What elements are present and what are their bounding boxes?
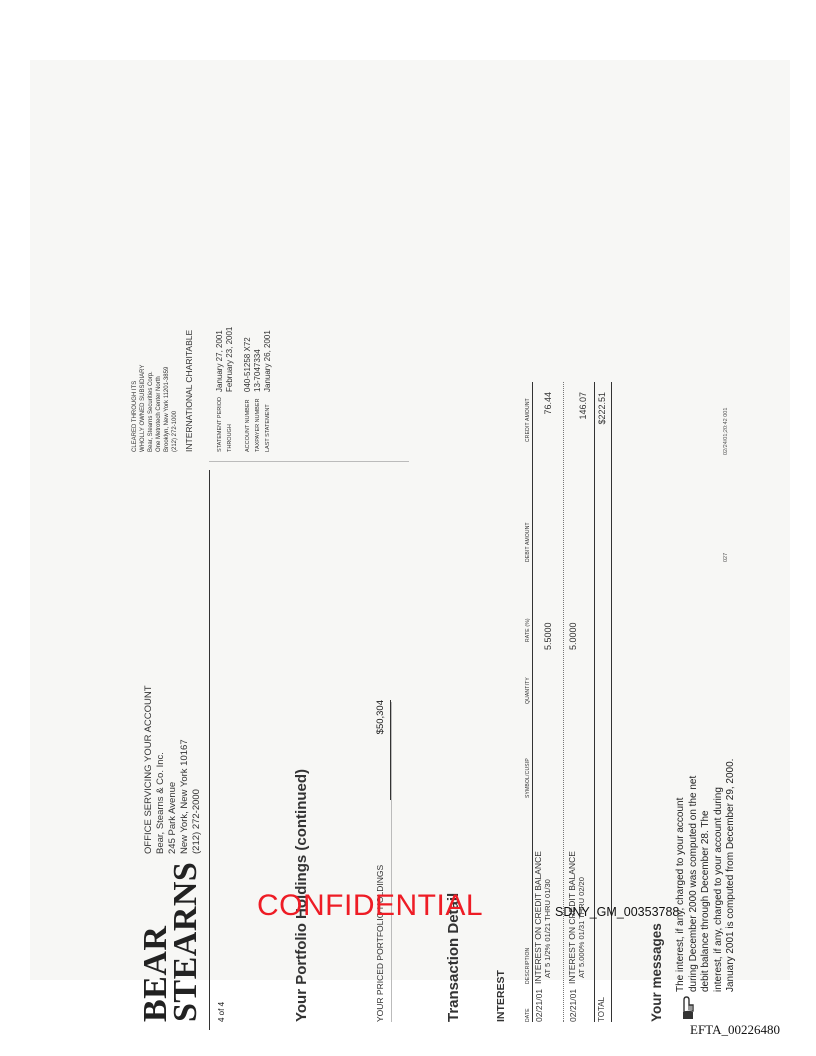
priced-holdings-value: $50,304 — [375, 700, 391, 800]
office-line: OFFICE SERVICING YOUR ACCOUNT — [143, 685, 154, 854]
efta-number: EFTA_00226480 — [690, 1022, 780, 1037]
logo-line-1: BEAR — [137, 925, 174, 1022]
divider — [209, 461, 409, 462]
row-date: 02/21/01 — [534, 988, 544, 1022]
last-statement-value: January 26, 2001 — [263, 330, 272, 392]
divider — [209, 470, 210, 1030]
row-rate: 5.0000 — [568, 622, 578, 650]
message-body — [675, 759, 738, 992]
account-label: ACCOUNT NUMBER — [245, 399, 251, 452]
row-description — [534, 851, 552, 984]
row-desc-line2: AT 5.000% 01/31 THRU 02/20 — [577, 877, 586, 978]
period-label: STATEMENT PERIOD — [217, 396, 223, 452]
row-date: 02/21/01 — [568, 988, 578, 1022]
logo-line-2: STEARNS — [167, 861, 204, 1022]
period-from: January 27, 2001 — [215, 330, 224, 392]
table-row — [533, 382, 564, 1022]
message-line: during December 2000 was computed on the net — [687, 775, 699, 992]
message-line: January 2001 is computed from December 29, 2000. — [725, 758, 736, 992]
bear-stearns-logo — [137, 861, 204, 1022]
col-rate: RATE (%) — [525, 618, 531, 642]
office-line: New York, New York 10167 — [179, 739, 190, 854]
period-to: February 23, 2001 — [225, 326, 234, 392]
row-credit: 76.44 — [543, 392, 553, 415]
priced-holdings-label: YOUR PRICED PORTFOLIO HOLDINGS — [375, 702, 392, 1022]
row-rate: 5.5000 — [543, 622, 553, 650]
taxpayer-value: 13-7047334 — [253, 349, 262, 392]
col-date: DATE — [525, 1008, 531, 1022]
row-desc-line2: AT 5 1/2% 01/21 THRU 01/30 — [543, 879, 552, 978]
account-value: 040-51258 X72 — [243, 337, 252, 392]
last-statement-label: LAST STATEMENT — [265, 404, 271, 452]
office-line: (212) 272-2000 — [191, 789, 202, 854]
office-address — [143, 685, 203, 854]
total-value: $222.51 — [597, 392, 607, 425]
interest-heading: INTEREST — [495, 970, 507, 1022]
message-line: interest, if any, charged to your account during — [712, 787, 724, 992]
row-credit: 146.07 — [578, 392, 588, 420]
col-debit: DEBIT AMOUNT — [525, 522, 531, 562]
page-indicator: 4 of 4 — [217, 1001, 226, 1022]
transaction-heading: Transaction Detail — [445, 892, 462, 1022]
col-credit: CREDIT AMOUNT — [525, 398, 531, 442]
clearing-line: Bear, Stearns Securities Corp. — [148, 371, 154, 452]
portfolio-heading: Your Portfolio Holdings (continued) — [293, 768, 310, 1022]
table-total-row — [594, 382, 612, 1022]
transaction-table — [523, 382, 612, 1022]
message-line: The interest, if any, charged to your account — [675, 797, 686, 992]
message-line: debit balance through December 28. The — [700, 810, 711, 992]
office-line: 245 Park Avenue — [167, 781, 178, 854]
clearing-line: One Metrotech Center North — [156, 376, 162, 452]
col-description: DESCRIPTION — [525, 947, 531, 984]
col-symbol: SYMBOL/CUSIP — [525, 758, 531, 798]
statement-meta — [215, 327, 273, 452]
messages-heading: Your messages — [649, 923, 664, 1022]
footer-code: 027 — [723, 552, 729, 562]
clearing-line: WHOLLY OWNED SUBSIDIARY — [140, 364, 146, 452]
through-label: THROUGH — [227, 424, 233, 452]
scanned-page — [30, 60, 790, 1022]
row-desc-line1: INTEREST ON CREDIT BALANCE — [567, 851, 577, 984]
total-label: TOTAL — [597, 996, 606, 1022]
taxpayer-label: TAXPAYER NUMBER — [255, 398, 261, 452]
pointing-hand-icon — [679, 996, 697, 1020]
clearing-line: (212) 272-1000 — [172, 410, 178, 452]
office-line: Bear, Stearns & Co. Inc. — [155, 752, 166, 854]
col-quantity: QUANTITY — [525, 677, 531, 704]
footer-timestamp: 02/24/01;20:42 001 — [723, 407, 729, 455]
account-name: INTERNATIONAL CHARITABLE — [184, 329, 194, 452]
table-header — [523, 382, 533, 1022]
clearing-info — [131, 330, 193, 452]
table-row — [564, 382, 594, 1022]
bates-number: SDNY_GM_00353788 — [555, 905, 680, 919]
confidential-stamp: CONFIDENTIAL — [257, 889, 484, 922]
clearing-line: Brooklyn, New York 11201-3859 — [164, 366, 170, 452]
clearing-line: CLEARED THROUGH ITS — [132, 380, 138, 452]
row-desc-line1: INTEREST ON CREDIT BALANCE — [533, 851, 543, 984]
